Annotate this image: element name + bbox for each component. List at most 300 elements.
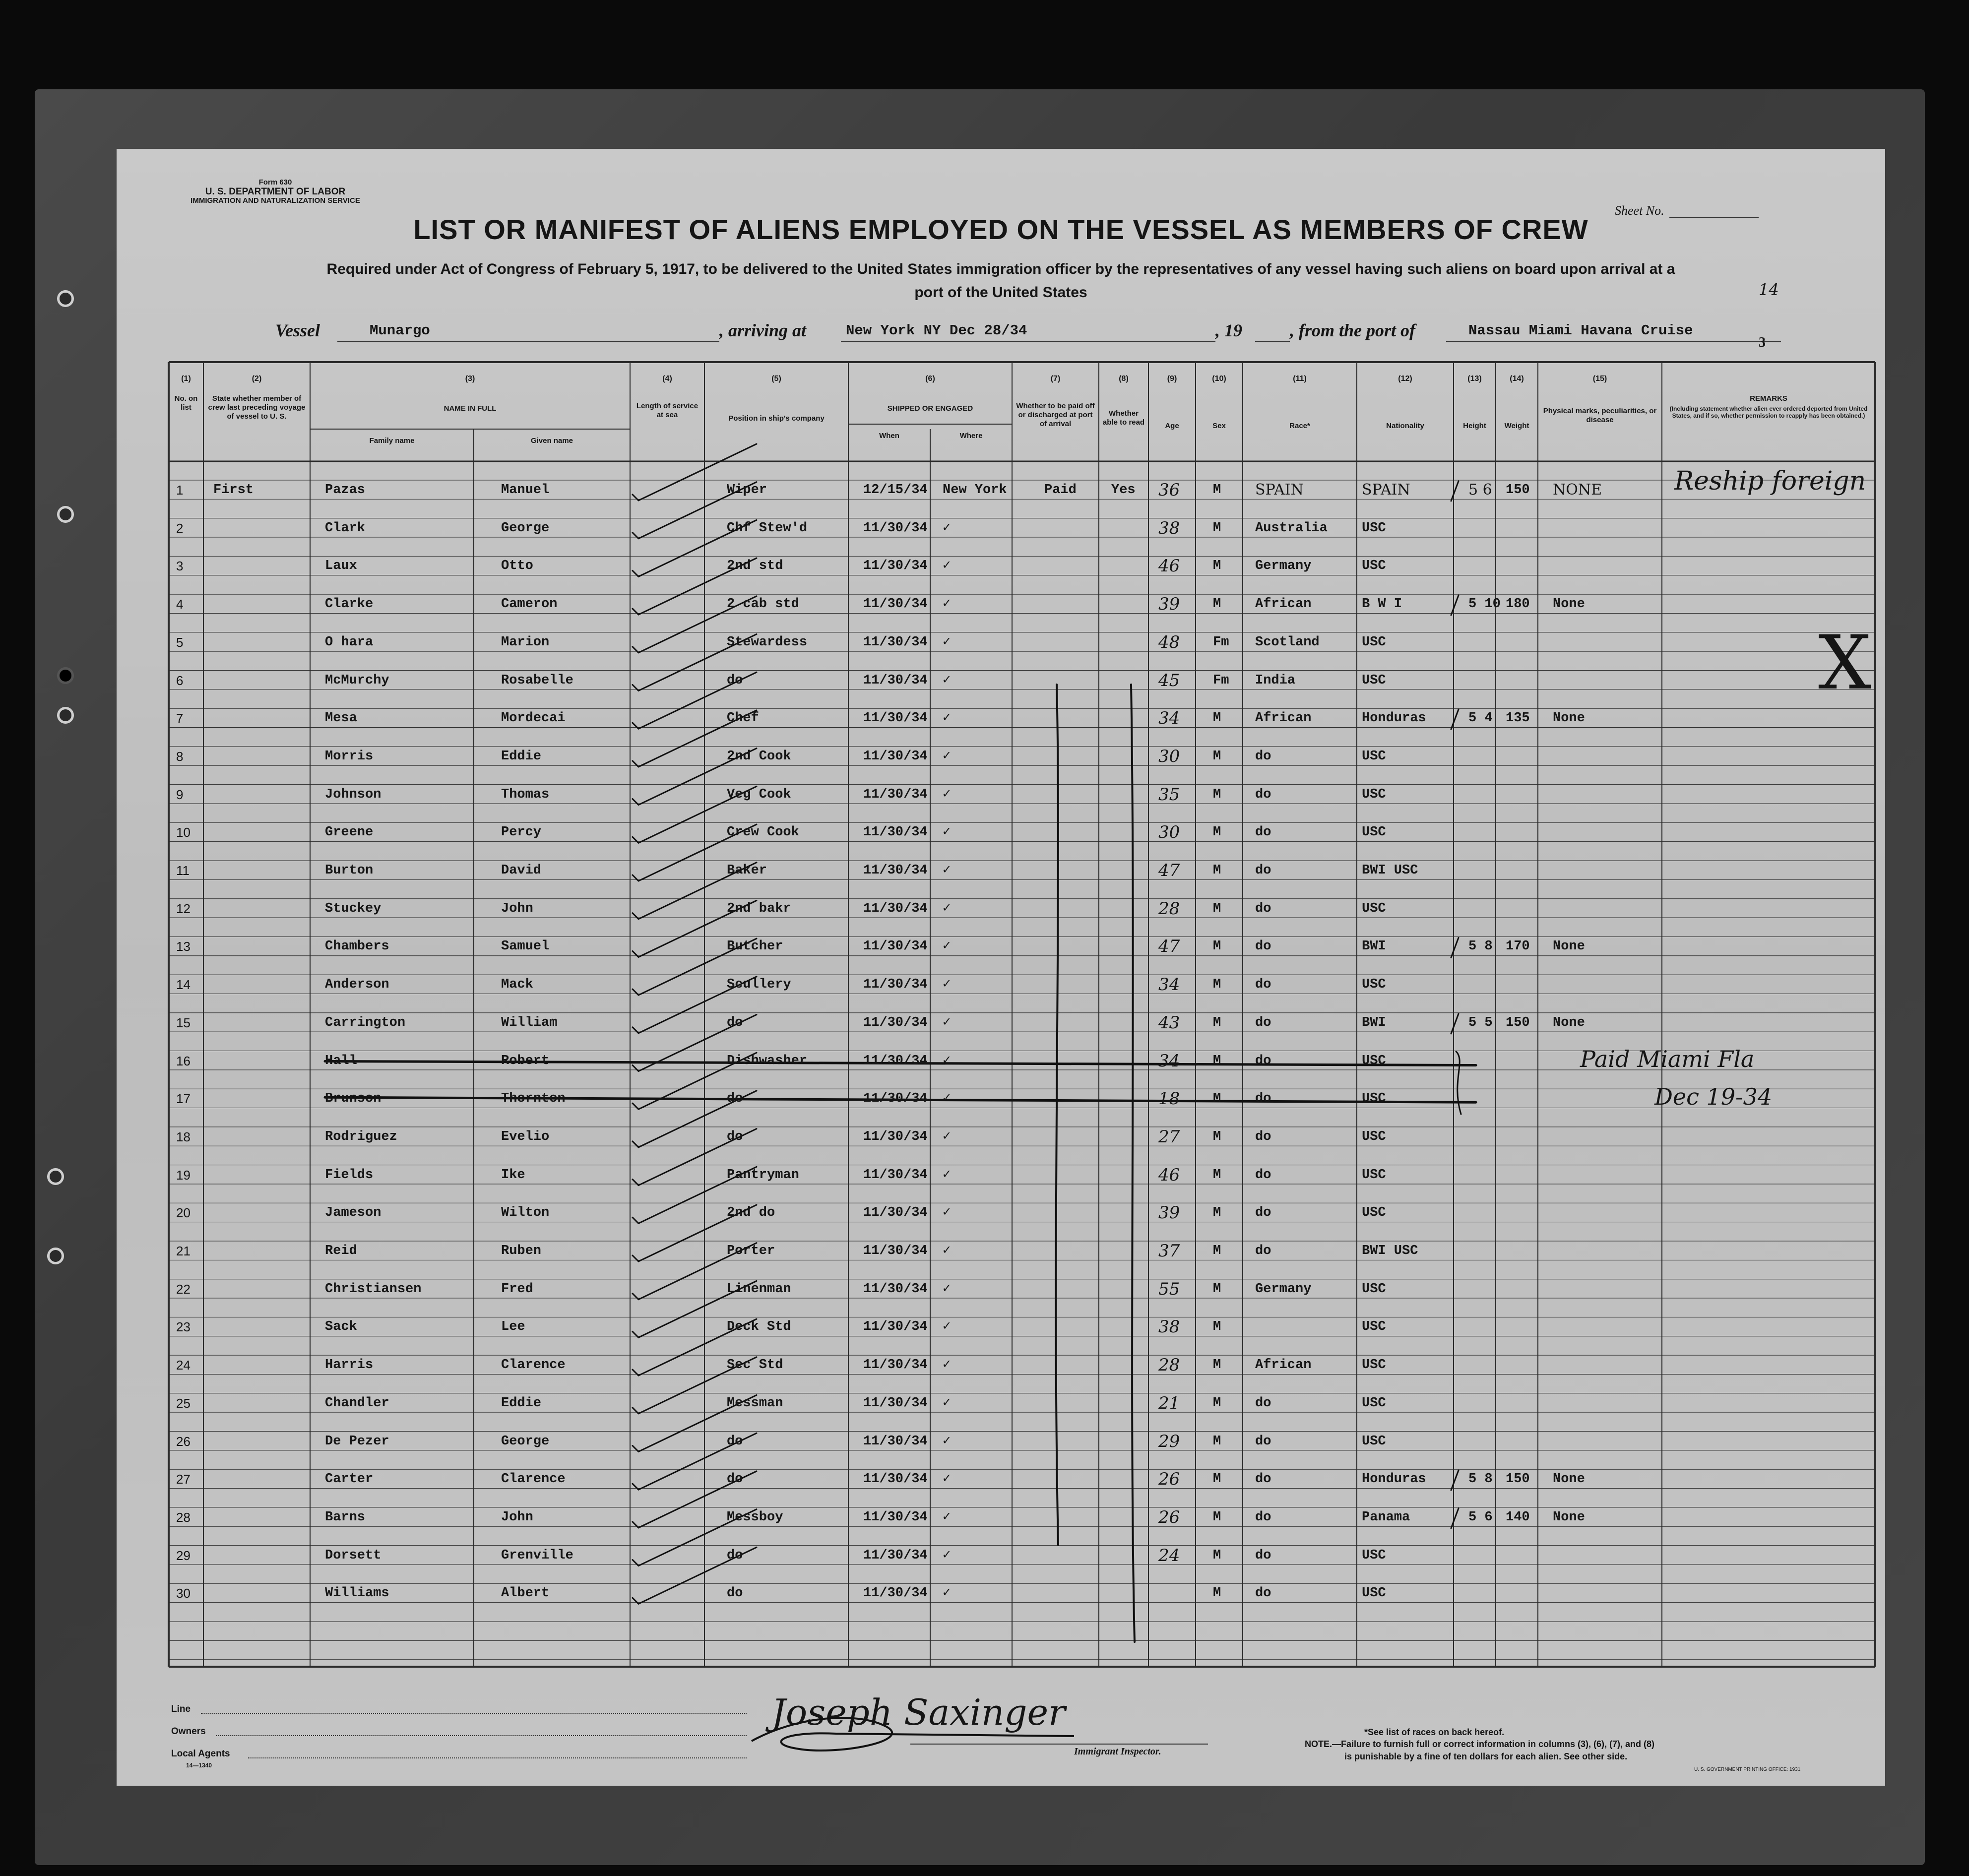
sheet-number-handwritten: 14: [1759, 280, 1779, 299]
shipped-where-cell: ✓: [943, 1091, 951, 1107]
given-name-cell: Grenville: [501, 1548, 573, 1563]
vessel-label: Vessel: [275, 320, 320, 340]
family-name-cell: McMurchy: [325, 673, 389, 688]
race-cell: do: [1255, 977, 1271, 993]
shipped-when-cell: 11/30/34: [863, 1434, 928, 1449]
position-cell: Crew Cook: [727, 825, 799, 840]
family-name-cell: Dorsett: [325, 1548, 381, 1563]
race-cell: India: [1255, 673, 1296, 688]
shipped-when-cell: 11/30/34: [863, 520, 928, 536]
column-number: (7): [1050, 375, 1061, 383]
shipped-where-cell: ✓: [943, 1509, 951, 1525]
position-cell: Pantryman: [727, 1167, 799, 1183]
shipped-when-cell: 11/30/34: [863, 1053, 928, 1068]
column-header-state: State whether member of crew last preceding voyage of vessel to U. S.: [208, 394, 306, 421]
binder-hole: [57, 506, 74, 523]
age-cell: 38: [1158, 1317, 1180, 1337]
position-cell: 2 cab std: [727, 597, 799, 612]
position-cell: do: [727, 1548, 743, 1563]
inspector-signature: Joseph Saxinger: [771, 1691, 1066, 1733]
nationality-cell: USC: [1362, 787, 1386, 802]
height-cell: 5 10: [1468, 597, 1501, 612]
remarks-cell: Dec 19-34: [1654, 1083, 1773, 1111]
age-cell: 29: [1158, 1431, 1180, 1451]
position-cell: do: [727, 1434, 743, 1449]
age-cell: 45: [1158, 670, 1180, 690]
height-cell: 5 8: [1468, 939, 1493, 954]
age-cell: 27: [1158, 1126, 1180, 1147]
position-cell: Linenman: [727, 1281, 791, 1297]
position-cell: Butcher: [727, 939, 783, 954]
age-cell: 39: [1158, 594, 1180, 615]
shipped-when-cell: 11/30/34: [863, 939, 928, 954]
height-slash: [1451, 709, 1459, 729]
age-cell: 28: [1158, 898, 1180, 919]
nationality-cell: USC: [1362, 559, 1386, 574]
family-name-cell: Johnson: [325, 787, 381, 802]
race-cell: do: [1255, 1586, 1271, 1601]
paid-off-bracket: [1056, 685, 1058, 1545]
nationality-cell: USC: [1362, 977, 1386, 993]
shipped-when-cell: 11/30/34: [863, 1586, 928, 1601]
row-number: 18: [176, 1129, 191, 1144]
height-slash: [1451, 1014, 1459, 1034]
sheet-number-label: Sheet No.: [1615, 203, 1664, 218]
sex-cell: M: [1213, 1434, 1221, 1449]
column-header-length: Length of service at sea: [636, 402, 699, 419]
race-cell: do: [1255, 787, 1271, 802]
nationality-cell: USC: [1362, 1053, 1386, 1068]
shipped-where-cell: ✓: [943, 863, 951, 878]
given-name-cell: Manuel: [501, 483, 550, 498]
given-name-cell: Mordecai: [501, 711, 566, 726]
table-grid: [117, 149, 1885, 1786]
nationality-cell: USC: [1362, 1319, 1386, 1335]
weight-cell: 170: [1506, 939, 1530, 954]
agents-dotted-field: [248, 1757, 747, 1758]
marks-cell: None: [1553, 939, 1585, 954]
shipped-when-cell: 11/30/34: [863, 1395, 928, 1411]
shipped-where-cell: ✓: [943, 1244, 951, 1258]
nationality-cell: B W I: [1362, 597, 1402, 612]
given-name-cell: John: [501, 1509, 533, 1525]
age-cell: 28: [1158, 1355, 1180, 1376]
read-bracket: [1131, 685, 1135, 1642]
sex-cell: M: [1213, 520, 1221, 536]
family-name-cell: Burton: [325, 863, 374, 878]
row-number: 14: [176, 977, 191, 993]
height-cell: 5 5: [1468, 1015, 1493, 1030]
shipped-where-cell: ✓: [943, 1319, 951, 1335]
binder-hole: [47, 1248, 64, 1264]
arriving-label: , arriving at: [719, 320, 807, 340]
row-number: 17: [176, 1091, 191, 1107]
footnote-line: is punishable by a fine of ten dollars for each alien. See other side.: [1344, 1751, 1628, 1761]
position-cell: Dishwasher: [727, 1053, 808, 1068]
race-cell: do: [1255, 939, 1271, 954]
column-header-name: NAME IN FULL: [444, 404, 497, 413]
given-name-cell: Ruben: [501, 1244, 542, 1258]
column-header-read: Whether able to read: [1102, 409, 1145, 427]
height-slash: [1451, 1470, 1459, 1490]
shipped-where-cell: ✓: [943, 634, 951, 650]
race-cell: Australia: [1255, 520, 1328, 536]
race-cell: do: [1255, 1395, 1271, 1411]
shipped-where-cell: ✓: [943, 1358, 951, 1373]
shipped-when-cell: 11/30/34: [863, 1129, 928, 1144]
nationality-cell: USC: [1362, 901, 1386, 916]
race-cell: do: [1255, 749, 1271, 764]
column-number: (14): [1510, 375, 1524, 383]
age-cell: 18: [1158, 1089, 1180, 1109]
family-name-cell: Chambers: [325, 939, 389, 954]
nationality-cell: USC: [1362, 1434, 1386, 1449]
marks-cell: None: [1553, 597, 1585, 612]
remarks-brace: [1456, 1052, 1461, 1115]
row-number: 22: [176, 1281, 191, 1297]
shipped-when-cell: 11/30/34: [863, 1244, 928, 1258]
age-cell: 38: [1158, 518, 1180, 538]
column-header-no: No. on list: [174, 394, 198, 412]
family-name-cell: Brunson: [325, 1091, 381, 1107]
owners-dotted-field: [216, 1735, 747, 1736]
column-number: (15): [1592, 375, 1607, 383]
shipped-where-cell: ✓: [943, 749, 951, 764]
sex-cell: M: [1213, 1319, 1221, 1335]
age-cell: 30: [1158, 822, 1180, 843]
given-name-cell: Eddie: [501, 1395, 542, 1411]
shipped-when-cell: 11/30/34: [863, 1358, 928, 1373]
sex-cell: M: [1213, 711, 1221, 726]
race-cell: African: [1255, 597, 1312, 612]
family-name-cell: Mesa: [325, 711, 357, 726]
given-name-cell: Marion: [501, 634, 550, 650]
nationality-cell: USC: [1362, 673, 1386, 688]
shipped-where-cell: ✓: [943, 711, 951, 726]
given-name-cell: Samuel: [501, 939, 550, 954]
race-cell: do: [1255, 1091, 1271, 1107]
shipped-where-cell: ✓: [943, 1015, 951, 1030]
given-name-cell: Fred: [501, 1281, 533, 1297]
column-header-nationality: Nationality: [1386, 422, 1424, 430]
age-cell: 46: [1158, 1165, 1180, 1185]
age-cell: 39: [1158, 1203, 1180, 1223]
inspector-signature-line: [910, 1744, 1208, 1745]
column-header-when: When: [879, 432, 899, 440]
age-cell: 34: [1158, 708, 1180, 729]
position-cell: Porter: [727, 1244, 775, 1258]
shipped-where-cell: ✓: [943, 1472, 951, 1487]
prior-voyage-cell: First: [213, 483, 254, 498]
height-slash: [1451, 595, 1459, 615]
age-cell: 26: [1158, 1507, 1180, 1527]
shipped-when-cell: 11/30/34: [863, 901, 928, 916]
nationality-cell: USC: [1362, 520, 1386, 536]
position-cell: Scullery: [727, 977, 791, 993]
row-number: 30: [176, 1586, 191, 1601]
shipped-when-cell: 11/30/34: [863, 1205, 928, 1221]
column-header-remarks: REMARKS: [1750, 394, 1787, 403]
age-cell: 36: [1158, 480, 1180, 500]
owners-label: Owners: [171, 1726, 206, 1737]
age-cell: 43: [1158, 1012, 1180, 1033]
binder-hole: [57, 290, 74, 307]
column-number: (11): [1293, 375, 1307, 383]
given-name-cell: Cameron: [501, 597, 558, 612]
page-title: LIST OR MANIFEST OF ALIENS EMPLOYED ON THE VESSEL AS MEMBERS OF CREW: [413, 214, 1588, 245]
race-cell: do: [1255, 1129, 1271, 1144]
sex-cell: M: [1213, 1167, 1221, 1183]
column-number: (9): [1167, 375, 1177, 383]
shipped-where-cell: ✓: [943, 1129, 951, 1144]
shipped-where-cell: ✓: [943, 901, 951, 916]
race-cell: do: [1255, 863, 1271, 878]
row-number: 12: [176, 901, 191, 916]
position-cell: Veg Cook: [727, 787, 791, 802]
column-number: (3): [465, 375, 475, 383]
given-name-cell: Rosabelle: [501, 673, 573, 688]
age-cell: 34: [1158, 1051, 1180, 1071]
height-slash: [1451, 938, 1459, 957]
position-cell: 2nd Cook: [727, 749, 791, 764]
shipped-where-cell: ✓: [943, 1434, 951, 1449]
sex-cell: Fm: [1213, 673, 1229, 688]
nationality-cell: USC: [1362, 1129, 1386, 1144]
race-cell: do: [1255, 1053, 1271, 1068]
nationality-cell: USC: [1362, 1395, 1386, 1411]
row-number: 1: [176, 483, 184, 498]
family-name-cell: Morris: [325, 749, 374, 764]
sex-cell: M: [1213, 1091, 1221, 1107]
margin-mark: X: [1818, 620, 1871, 706]
column-number: (10): [1212, 375, 1226, 383]
race-cell: Scotland: [1255, 634, 1320, 650]
nationality-cell: USC: [1362, 1205, 1386, 1221]
position-cell: Sec Std: [727, 1358, 783, 1373]
position-cell: Deck Std: [727, 1319, 791, 1335]
height-slash: [1451, 1508, 1459, 1528]
binder-hole: [57, 707, 74, 724]
column-header-given-name: Given name: [530, 437, 573, 445]
sex-cell: M: [1213, 977, 1221, 993]
position-cell: do: [727, 1129, 743, 1144]
from-port-label: , from the port of: [1290, 320, 1416, 340]
shipped-where-cell: ✓: [943, 1205, 951, 1221]
row-number: 28: [176, 1509, 191, 1525]
weight-cell: 150: [1506, 483, 1530, 498]
race-cell: do: [1255, 1205, 1271, 1221]
marks-cell: None: [1553, 1472, 1585, 1487]
given-name-cell: Mack: [501, 977, 533, 993]
position-cell: 2nd do: [727, 1205, 775, 1221]
given-name-cell: Otto: [501, 559, 533, 574]
sex-cell: M: [1213, 483, 1221, 498]
race-cell: do: [1255, 1015, 1271, 1030]
row-number: 25: [176, 1395, 191, 1411]
age-cell: 46: [1158, 556, 1180, 576]
nationality-cell: USC: [1362, 749, 1386, 764]
family-name-cell: Stuckey: [325, 901, 381, 916]
subtitle-line: port of the United States: [914, 284, 1087, 301]
position-cell: Messman: [727, 1395, 783, 1411]
given-name-cell: Wilton: [501, 1205, 550, 1221]
line-dotted-field: [201, 1713, 747, 1714]
position-cell: do: [727, 1091, 743, 1107]
age-cell: 55: [1158, 1279, 1180, 1299]
age-cell: 21: [1158, 1393, 1180, 1413]
nationality-cell: USC: [1362, 1548, 1386, 1563]
sex-cell: M: [1213, 1472, 1221, 1487]
given-name-cell: Clarence: [501, 1472, 566, 1487]
race-cell: Germany: [1255, 1281, 1312, 1297]
given-name-cell: Eddie: [501, 749, 542, 764]
column-header-sex: Sex: [1212, 422, 1226, 430]
nationality-cell: BWI USC: [1362, 1244, 1418, 1258]
age-cell: 35: [1158, 784, 1180, 805]
race-cell: African: [1255, 1358, 1312, 1373]
nationality-cell: SPAIN: [1362, 481, 1410, 499]
nationality-cell: BWI: [1362, 939, 1386, 954]
family-name-cell: O hara: [325, 634, 374, 650]
family-name-cell: Carrington: [325, 1015, 406, 1030]
nationality-cell: Honduras: [1362, 1472, 1426, 1487]
column-number: (13): [1467, 375, 1482, 383]
weight-cell: 150: [1506, 1015, 1530, 1030]
marks-cell: None: [1553, 1015, 1585, 1030]
age-cell: 47: [1158, 937, 1180, 957]
given-name-cell: Percy: [501, 825, 542, 840]
column-number: (6): [925, 375, 935, 383]
sex-cell: M: [1213, 863, 1221, 878]
given-name-cell: John: [501, 901, 533, 916]
shipped-when-cell: 11/30/34: [863, 559, 928, 574]
subtitle-line: Required under Act of Congress of February 5, 1917, to be delivered to the United States immigration officer by the representatives of any vessel having such aliens on board upon arrival at a: [326, 261, 1675, 277]
nationality-cell: USC: [1362, 825, 1386, 840]
nationality-cell: USC: [1362, 1091, 1386, 1107]
marks-cell: None: [1553, 711, 1585, 726]
binder-hole: [57, 667, 74, 684]
remarks-cell: Reship foreign: [1674, 466, 1866, 496]
shipped-when-cell: 11/30/34: [863, 1319, 928, 1335]
given-name-cell: William: [501, 1015, 558, 1030]
shipped-where-cell: ✓: [943, 1281, 951, 1297]
page-number: 3: [1759, 335, 1766, 350]
row-number: 3: [176, 559, 184, 574]
given-name-cell: Albert: [501, 1586, 550, 1601]
race-cell: do: [1255, 1434, 1271, 1449]
row-number: 24: [176, 1358, 191, 1373]
given-name-cell: Ike: [501, 1167, 525, 1183]
family-name-cell: Christiansen: [325, 1281, 422, 1297]
column-number: (1): [181, 375, 191, 383]
race-cell: do: [1255, 825, 1271, 840]
race-cell: do: [1255, 1244, 1271, 1258]
shipped-when-cell: 11/30/34: [863, 863, 928, 878]
column-header-remarks-note: (Including statement whether alien ever ordered deported from United States, and if so, whether permission to reapply has been obtained.): [1669, 405, 1868, 420]
column-header-family-name: Family name: [369, 437, 415, 445]
family-name-cell: Barns: [325, 1509, 366, 1525]
weight-cell: 140: [1506, 1509, 1530, 1525]
family-name-cell: Jameson: [325, 1205, 381, 1221]
shipped-when-cell: 11/30/34: [863, 1167, 928, 1183]
column-number: (4): [662, 375, 672, 383]
family-name-cell: Clark: [325, 520, 366, 536]
family-name-cell: Williams: [325, 1586, 389, 1601]
shipped-where-cell: ✓: [943, 977, 951, 993]
height-cell: 5 8: [1468, 1472, 1493, 1487]
column-header-height: Height: [1463, 422, 1486, 430]
race-cell: Germany: [1255, 559, 1312, 574]
shipped-when-cell: 11/30/34: [863, 673, 928, 688]
column-header-age: Age: [1165, 422, 1179, 430]
nationality-cell: USC: [1362, 1167, 1386, 1183]
shipped-where-cell: ✓: [943, 1586, 951, 1601]
shipped-where-cell: ✓: [943, 1395, 951, 1411]
shipped-when-cell: 11/30/34: [863, 634, 928, 650]
shipped-where-cell: ✓: [943, 939, 951, 954]
manifest-sheet: [117, 149, 1885, 1786]
height-cell: 5 6: [1468, 481, 1492, 499]
row-number: 6: [176, 673, 184, 688]
paid-off-cell: Paid: [1044, 483, 1077, 498]
sex-cell: M: [1213, 1129, 1221, 1144]
column-header-marks: Physical marks, peculiarities, or disease: [1543, 407, 1657, 424]
family-name-cell: Pazas: [325, 483, 366, 498]
line-label: Line: [171, 1704, 191, 1714]
signature-flourish: [737, 1706, 1084, 1761]
year-label: , 19: [1215, 320, 1242, 340]
marks-cell: NONE: [1553, 481, 1602, 499]
shipped-when-cell: 11/30/34: [863, 597, 928, 612]
shipped-when-cell: 12/15/34: [863, 483, 928, 498]
position-cell: Chef: [727, 711, 759, 726]
column-number: (12): [1398, 375, 1412, 383]
footnote-line: NOTE.—Failure to furnish full or correct information in columns (3), (6), (7), and (8): [1305, 1739, 1655, 1750]
height-cell: 5 4: [1468, 711, 1493, 726]
column-number: (8): [1119, 375, 1129, 383]
given-name-cell: George: [501, 520, 550, 536]
able-to-read-cell: Yes: [1111, 483, 1136, 498]
given-name-cell: David: [501, 863, 542, 878]
weight-cell: 150: [1506, 1472, 1530, 1487]
row-number: 21: [176, 1244, 191, 1258]
service-name: IMMIGRATION AND NATURALIZATION SERVICE: [191, 196, 360, 205]
age-cell: 24: [1158, 1545, 1180, 1565]
sex-cell: M: [1213, 559, 1221, 574]
nationality-cell: Honduras: [1362, 711, 1426, 726]
family-name-cell: Clarke: [325, 597, 374, 612]
nationality-cell: USC: [1362, 1358, 1386, 1373]
position-cell: do: [727, 1472, 743, 1487]
sex-cell: M: [1213, 749, 1221, 764]
given-name-cell: George: [501, 1434, 550, 1449]
sex-cell: M: [1213, 1395, 1221, 1411]
nationality-cell: BWI: [1362, 1015, 1386, 1030]
column-header-weight: Weight: [1504, 422, 1529, 430]
row-number: 9: [176, 787, 184, 802]
family-name-cell: Carter: [325, 1472, 374, 1487]
sex-cell: M: [1213, 1281, 1221, 1297]
family-name-cell: Anderson: [325, 977, 389, 993]
row-number: 13: [176, 939, 191, 954]
race-cell: do: [1255, 1509, 1271, 1525]
shipped-when-cell: 11/30/34: [863, 787, 928, 802]
race-cell: African: [1255, 711, 1312, 726]
column-header-race: Race*: [1289, 422, 1310, 430]
given-name-cell: Lee: [501, 1319, 525, 1335]
age-cell: 48: [1158, 632, 1180, 652]
shipped-when-cell: 11/30/34: [863, 1472, 928, 1487]
